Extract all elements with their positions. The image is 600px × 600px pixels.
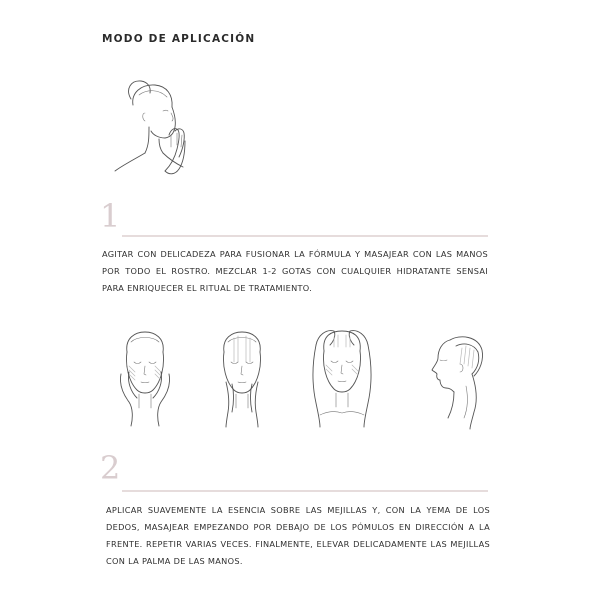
- forehead-lift-illustration: [310, 325, 374, 428]
- page-title: MODO DE APLICACIÓN: [102, 33, 256, 45]
- cheek-massage-illustration: [115, 328, 175, 428]
- woman-applying-drops-illustration: [105, 75, 215, 190]
- step-2-text: APLICAR SUAVEMENTE LA ESENCIA SOBRE LAS MEJILLAS Y, CON LA YEMA DE LOS DEDOS, MASAJEAR EMPEZANDO POR DEBAJO DE LOS PÓMULOS EN DIRECCIÓN A LA FRENTE. REPETIR VARIAS VECES. FINALMENTE, ELEVAR DELICADAMENTE LAS MEJILLAS CON LA PALMA DE LAS MANOS.: [106, 505, 490, 566]
- side-temple-massage-illustration: [420, 330, 490, 430]
- step-2-number: 2: [100, 449, 121, 487]
- step-2-divider: [122, 490, 488, 492]
- step-1-text: AGITAR CON DELICADEZA PARA FUSIONAR LA FÓRMULA Y MASAJEAR CON LAS MANOS POR TODO EL ROSTRO. MEZCLAR 1-2 GOTAS CON CUALQUIER HIDRATANTE SENSAI PARA ENRIQUECER EL RITUAL DE TRATAMIENTO.: [102, 249, 488, 293]
- step-1-number: 1: [100, 197, 121, 235]
- step-1-divider: [122, 235, 488, 237]
- under-cheekbone-massage-illustration: [212, 328, 272, 428]
